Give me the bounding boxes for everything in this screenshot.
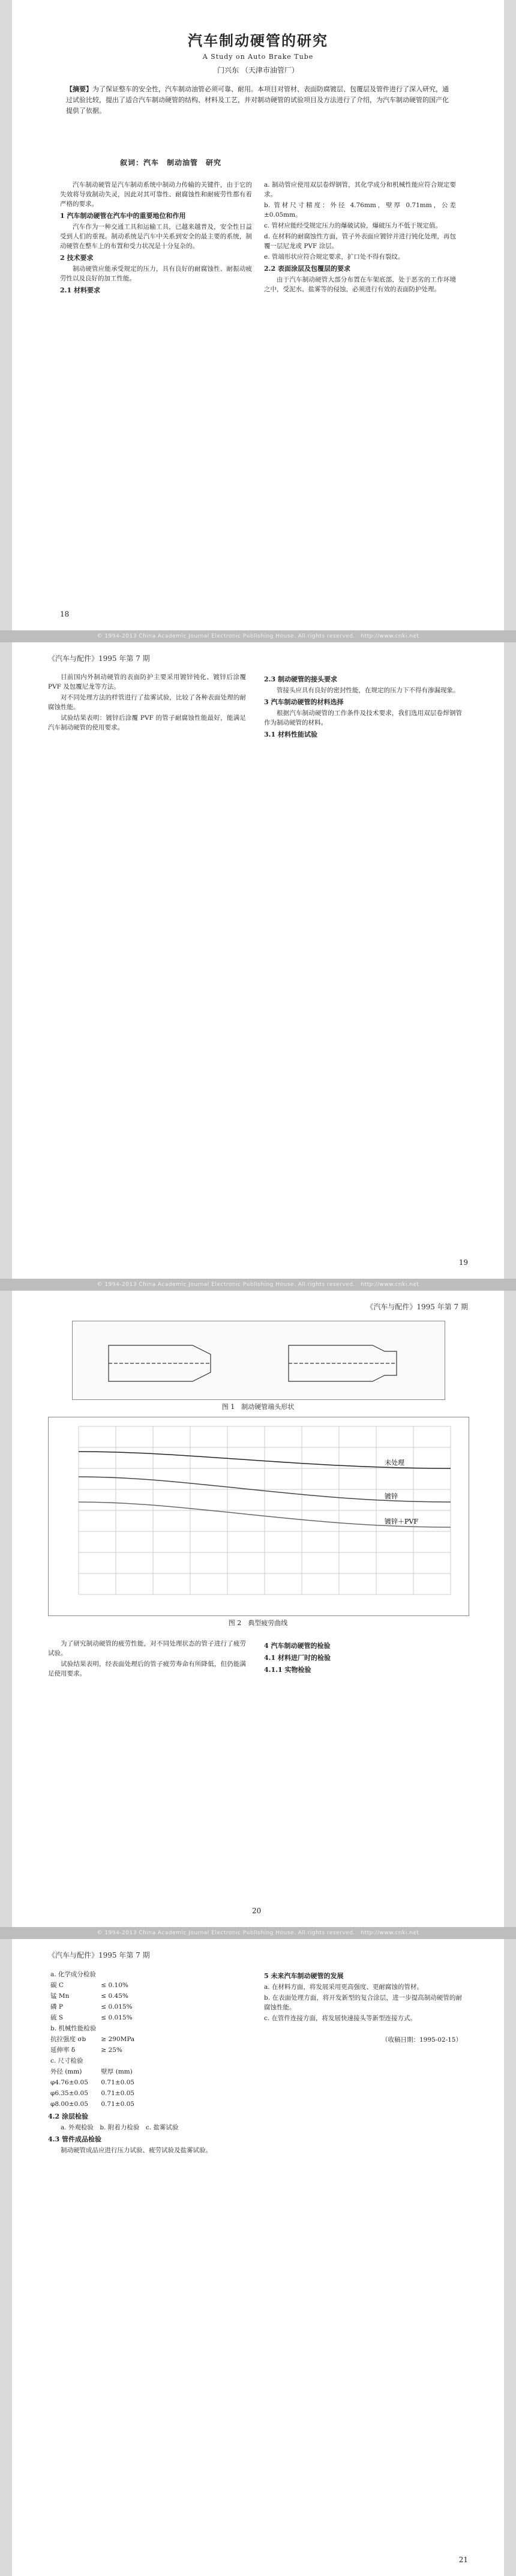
keywords: 叙词：汽车 制动油管 研究: [120, 158, 222, 167]
spec-row: [48, 2045, 137, 2056]
page-4: [12, 1939, 504, 2576]
spec-cell: 0.71±0.05: [101, 2101, 134, 2108]
spec-cell: c. 尺寸检验: [50, 2057, 83, 2065]
spec-row: [48, 2012, 137, 2023]
spec-cell: ≤ 0.10%: [101, 1982, 128, 1989]
paragraph: a. 外观检验 b. 附着力检验 c. 盐雾试验: [61, 2124, 179, 2131]
paragraph: e. 管端形状应符合规定要求，扩口处不得有裂纹。: [264, 253, 404, 261]
spec-row: [48, 1991, 137, 2001]
watermark-band: © 1994-2013 China Academic Journal Electronic Publishing House. All rights reserved. http://www.cnki.net: [0, 1927, 516, 1939]
paragraph: c. 在管件连接方面，将发展快速接头等新型连接方式。: [264, 2015, 417, 2022]
section-heading: 4.3 管件成品检验: [48, 2135, 101, 2143]
spec-cell: 硫 S: [50, 2014, 64, 2021]
section-heading: 3 汽车制动硬管的材料选择: [264, 698, 344, 706]
paragraph: a. 制动管应使用双层卷焊钢管，其化学成分和机械性能应符合规定要求。: [264, 181, 456, 198]
running-header: 《汽车与配件》1995 年第 7 期: [366, 1303, 468, 1311]
spec-row: [48, 2023, 137, 2034]
section-heading: 4.2 涂层检验: [48, 2113, 88, 2120]
paragraph: 为了研究制动硬管的疲劳性能，对不同处理状态的管子进行了疲劳试验。: [48, 1640, 246, 1657]
paragraph: 对不同处理方法的样管进行了盐雾试验，比较了各种表面处理的耐腐蚀性能。: [48, 694, 246, 711]
spec-cell: 锰 Mn: [50, 1992, 70, 2000]
spec-cell: 延伸率 δ: [50, 2047, 76, 2054]
page-1: [12, 0, 504, 630]
fatigue-chart: [49, 1417, 469, 1615]
spec-row: [48, 2088, 137, 2099]
spec-row: [48, 2077, 137, 2088]
spec-cell: ≥ 25%: [101, 2047, 122, 2054]
received-date: （收稿日期：1995-02-15）: [381, 2036, 462, 2044]
spec-cell: 碳 C: [50, 1982, 64, 1989]
paragraph: 试验结果表明，经表面处理后的管子疲劳寿命有所降低，但仍能满足使用要求。: [48, 1661, 246, 1677]
paragraph: 目前国内外制动硬管的表面防护主要采用镀锌钝化、镀锌后涂覆 PVF 及包覆尼龙等方法。: [48, 674, 246, 690]
left-column: [48, 672, 246, 734]
paragraph: 管接头应具有良好的密封性能，在规定的压力下不得有渗漏现象。: [277, 687, 460, 694]
section-heading: 1 汽车制动硬管在汽车中的重要地位和作用: [60, 212, 186, 220]
spec-cell: 壁厚 (mm): [101, 2068, 133, 2075]
spec-cell: 外径 (mm): [50, 2068, 82, 2075]
page-number: 21: [458, 2556, 468, 2564]
curve-label: 镀锌＋PVF: [385, 1518, 418, 1525]
right-column: [264, 1969, 462, 2046]
paragraph: 汽车制动硬管是汽车制动系统中制动力传输的关键件，由于它的失效将导致制动失灵，因此对其可靠性、耐腐蚀性和耐疲劳性都有着严格的要求。: [60, 181, 252, 208]
spec-cell: φ6.35±0.05: [50, 2090, 88, 2097]
paper-author: 门兴东 （天津市油管厂）: [217, 66, 299, 74]
paragraph: 汽车作为一种交通工具和运输工具，已越来越普及，安全性日益受到人们的重视。制动系统是汽车中关系到安全的最主要的系统，制动硬管在整车上的布置和受力状况是十分复杂的。: [60, 223, 252, 250]
spec-cell: ≤ 0.015%: [101, 2003, 133, 2010]
spec-cell: 0.71±0.05: [101, 2090, 134, 2097]
left-column: [48, 1969, 246, 2156]
curve-label: 未处理: [385, 1459, 404, 1467]
spec-row: [48, 2034, 137, 2045]
spec-cell: [98, 2056, 137, 2066]
abstract-text: 为了保证整车的安全性，汽车制动油管必须可靠、耐用。本项目对管材、表面防腐镀层、包覆层及管件进行了深入研究，通过试验比较，提出了适合汽车制动硬管的结构、材料及工艺，并对制动硬管的试验项目及方法进行了介绍，为汽车制动硬管的国产化提供了依据。: [66, 85, 449, 115]
paper-title: 汽车制动硬管的研究: [188, 32, 328, 49]
section-heading: 5 未来汽车制动硬管的发展: [264, 1972, 344, 1980]
figure-2-caption: 图 2 典型疲劳曲线: [228, 1619, 288, 1627]
watermark-band: © 1994-2013 China Academic Journal Electronic Publishing House. All rights reserved. http://www.cnki.net: [0, 1279, 516, 1291]
spec-cell: [98, 1969, 137, 1980]
paragraph: a. 在材料方面，将发展采用更高强度、更耐腐蚀的管材。: [264, 1983, 423, 1991]
section-heading: 2.2 表面涂层及包覆层的要求: [264, 265, 350, 273]
spec-cell: b. 机械性能检验: [50, 2025, 97, 2032]
spec-row: [48, 2099, 137, 2110]
paper-subtitle: A Study on Auto Brake Tube: [202, 53, 314, 61]
spec-cell: 磷 P: [50, 2003, 63, 2010]
spec-table: [48, 1969, 137, 2110]
spec-row: [48, 1969, 137, 1980]
paragraph: b. 管材尺寸精度：外径 4.76mm，壁厚 0.71mm，公差±0.05mm。: [264, 202, 456, 219]
spec-row: [48, 2066, 137, 2077]
figure-1-caption: 图 1 制动硬管端头形状: [221, 1403, 295, 1411]
paragraph: 由于汽车制动硬管大部分布置在车架底部，处于恶劣的工作环境之中，受泥水、盐雾等的侵蚀，必须进行有效的表面防护处理。: [264, 276, 456, 293]
section-heading: 4.1.1 实物检验: [264, 1666, 311, 1674]
paragraph: b. 在表面处理方面，将开发新型的复合涂层，进一步提高制动硬管的耐腐蚀性能。: [264, 1994, 462, 2011]
running-header: 《汽车与配件》1995 年第 7 期: [48, 654, 150, 663]
section-heading: 4 汽车制动硬管的检验: [264, 1642, 331, 1650]
page-2: [12, 642, 504, 1279]
figure-fatigue-curves: [48, 1417, 469, 1616]
section-heading: 2.1 材料要求: [60, 286, 100, 294]
figure-tube-ends: [72, 1321, 445, 1400]
paragraph: c. 管材应能经受规定压力的爆破试验，爆破压力不低于规定值。: [264, 222, 442, 229]
section-heading: 4.1 材料进厂时的检验: [264, 1654, 331, 1662]
paragraph: 制动硬管成品应进行压力试验、疲劳试验及盐雾试验。: [61, 2147, 212, 2154]
page-3: [12, 1291, 504, 1927]
right-column: [264, 180, 456, 295]
spec-row: [48, 2056, 137, 2066]
spec-cell: φ4.76±0.05: [50, 2079, 88, 2086]
abstract: [66, 84, 450, 116]
spec-row: [48, 2001, 137, 2012]
spec-cell: ≥ 290MPa: [101, 2036, 135, 2043]
paragraph: d. 在材料的耐腐蚀性方面，管子外表面应镀锌并进行钝化处理，再包覆一层尼龙或 PVF 涂层。: [264, 233, 456, 250]
paragraph: 制动硬管应能承受规定的压力，具有良好的耐腐蚀性、耐振动疲劳性以及良好的加工性能。: [60, 265, 252, 282]
spec-cell: ≤ 0.45%: [101, 1992, 128, 2000]
abstract-label: 【摘要】: [66, 85, 92, 93]
spec-cell: [98, 2023, 137, 2034]
spec-cell: 0.71±0.05: [101, 2079, 134, 2086]
section-heading: 3.1 材料性能试验: [264, 731, 317, 738]
paragraph: 试验结果表明：镀锌后涂覆 PVF 的管子耐腐蚀性能最好，能满足汽车制动硬管的使用要求。: [48, 714, 246, 731]
right-column: [264, 1639, 462, 1676]
spec-cell: ≤ 0.015%: [101, 2014, 133, 2021]
spec-cell: φ8.00±0.05: [50, 2101, 88, 2108]
left-column: [60, 180, 252, 297]
running-header: 《汽车与配件》1995 年第 7 期: [48, 1951, 150, 1959]
curve-label: 镀锌: [385, 1492, 398, 1500]
right-column: [264, 672, 462, 741]
spec-cell: a. 化学成分检验: [50, 1971, 96, 1978]
spec-row: [48, 1980, 137, 1991]
page-number: 18: [60, 610, 70, 618]
section-heading: 2 技术要求: [60, 254, 94, 262]
page-number: 20: [252, 1907, 262, 1915]
page-number: 19: [458, 1258, 468, 1267]
tube-end-drawing: [73, 1321, 445, 1399]
left-column: [48, 1639, 246, 1680]
paragraph: 根据汽车制动硬管的工作条件及技术要求，我们选用双层卷焊钢管作为制动硬管的材料。: [264, 710, 462, 726]
watermark-band: © 1994-2013 China Academic Journal Electronic Publishing House. All rights reserved. http://www.cnki.net: [0, 630, 516, 642]
section-heading: 2.3 制动硬管的接头要求: [264, 675, 337, 683]
spec-cell: 抗拉强度 σb: [50, 2036, 86, 2043]
